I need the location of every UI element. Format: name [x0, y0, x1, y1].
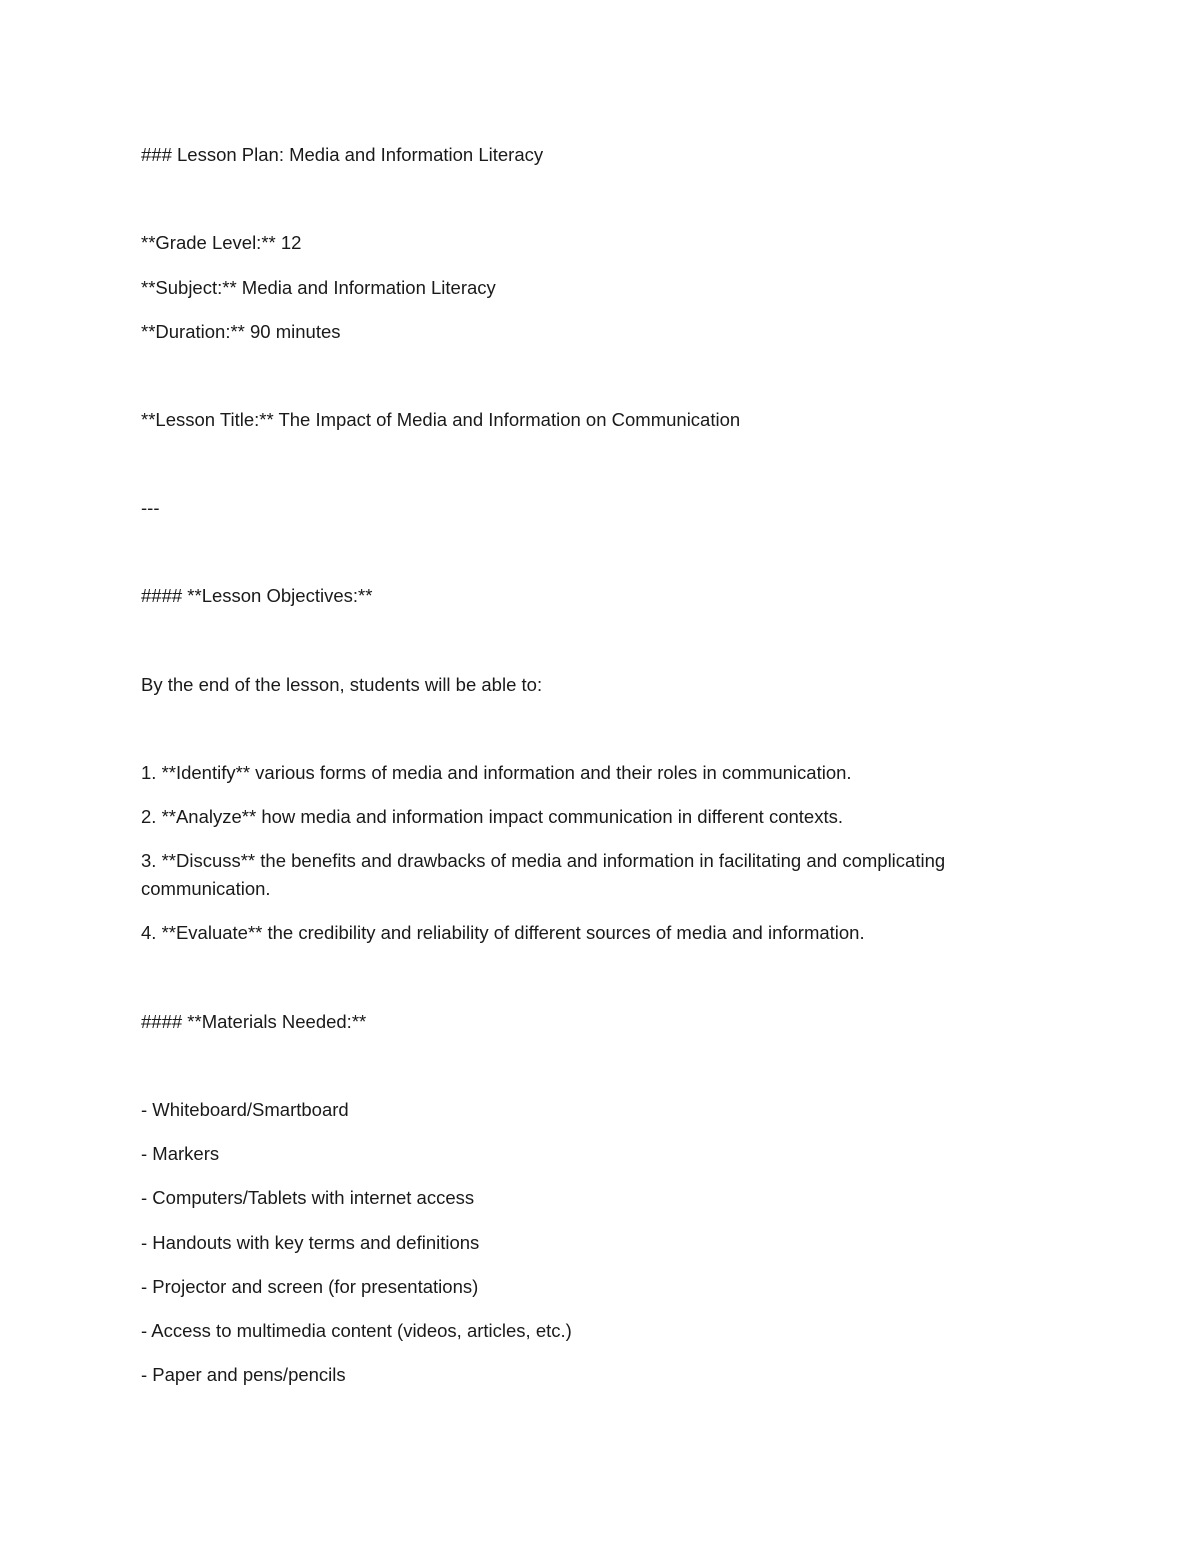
lesson-title-line: **Lesson Title:** The Impact of Media and Information on Communication	[141, 409, 741, 430]
material-item: - Projector and screen (for presentations)	[141, 1276, 479, 1297]
material-item: - Computers/Tablets with internet access	[141, 1187, 475, 1208]
document-title: ### Lesson Plan: Media and Information Literacy	[141, 144, 544, 165]
material-item: - Whiteboard/Smartboard	[141, 1099, 349, 1120]
section-divider: ---	[141, 497, 160, 518]
objectives-heading: #### **Lesson Objectives:**	[141, 585, 373, 606]
material-item: - Paper and pens/pencils	[141, 1364, 346, 1385]
grade-level-line: **Grade Level:** 12	[141, 232, 302, 253]
objective-item: 1. **Identify** various forms of media and information and their roles in communication.	[141, 762, 852, 783]
material-item: - Access to multimedia content (videos, articles, etc.)	[141, 1320, 572, 1341]
subject-line: **Subject:** Media and Information Literacy	[141, 277, 496, 298]
material-item: - Markers	[141, 1143, 220, 1164]
objective-item: 3. **Discuss** the benefits and drawbacks of media and information in facilitating and complicating communication.	[141, 850, 946, 899]
material-item: - Handouts with key terms and definitions	[141, 1232, 480, 1253]
duration-line: **Duration:** 90 minutes	[141, 321, 341, 342]
materials-heading: #### **Materials Needed:**	[141, 1011, 367, 1032]
objectives-intro: By the end of the lesson, students will be able to:	[141, 674, 543, 695]
objective-item: 4. **Evaluate** the credibility and reliability of different sources of media and information.	[141, 922, 865, 943]
objective-item: 2. **Analyze** how media and information impact communication in different contexts.	[141, 806, 843, 827]
